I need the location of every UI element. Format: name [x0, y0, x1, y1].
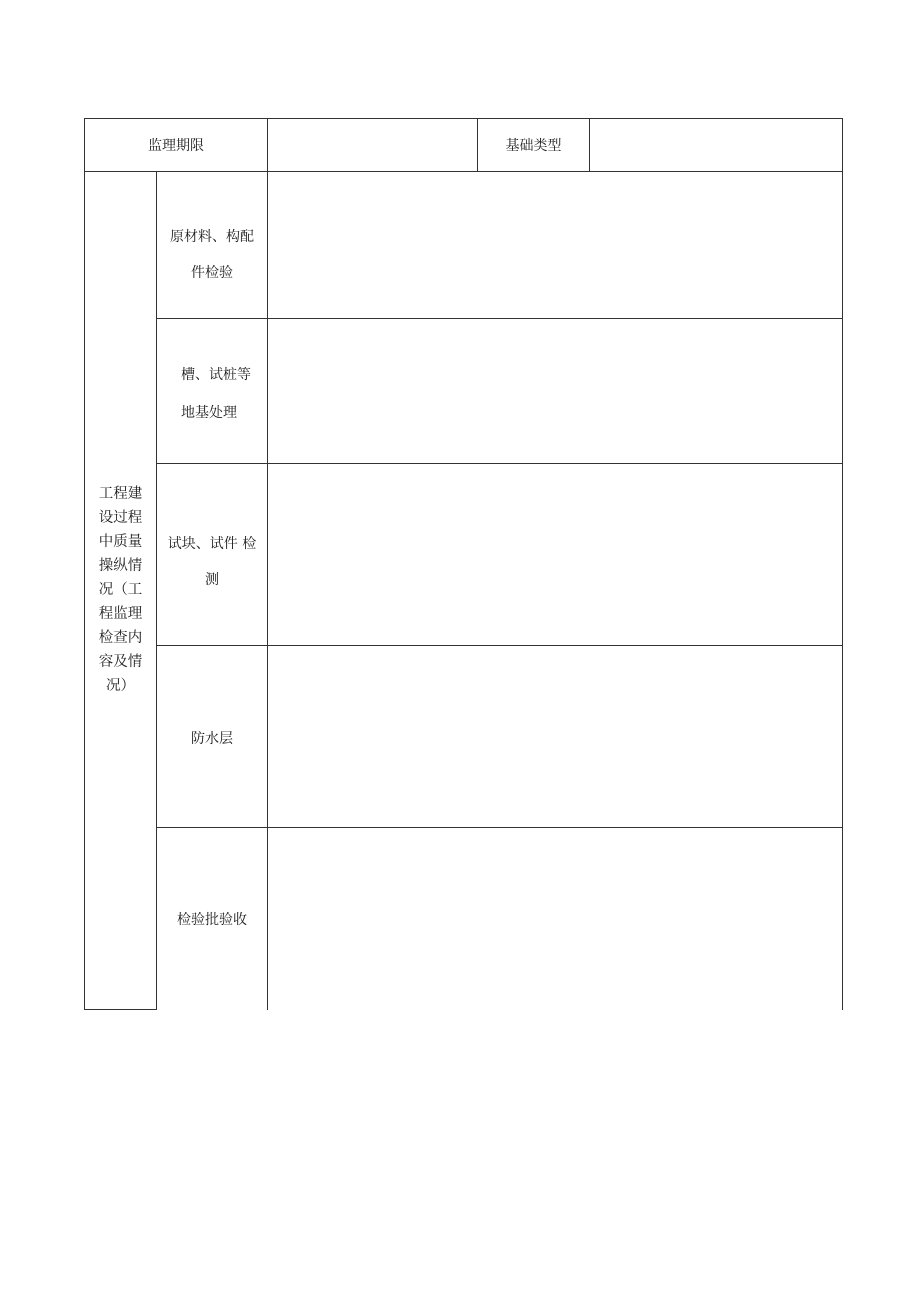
group-label-line: 工程建 — [98, 486, 143, 502]
row-value-waterproof-layer[interactable] — [268, 646, 842, 827]
row-label-line: 防水层 — [191, 730, 233, 747]
row-label-line: 原材料、构配 — [170, 229, 254, 245]
row-label-line: 槽、试桩等 — [181, 367, 251, 383]
row-label-raw-materials — [157, 219, 267, 291]
row-value-foundation-treatment[interactable] — [268, 319, 842, 463]
row-value-specimen-testing[interactable] — [268, 464, 842, 645]
group-label-line: 程监理 — [98, 606, 143, 622]
group-label-line: 容及情 — [98, 654, 143, 670]
table-border-right — [842, 118, 843, 1010]
row-value-batch-acceptance[interactable] — [268, 828, 842, 1009]
row-label-specimen-testing — [157, 526, 267, 598]
group-label-line: 操纵情 — [98, 558, 143, 574]
row-label-line: 件检验 — [191, 265, 233, 281]
group-label-line: 设过程 — [98, 510, 143, 526]
row-label-line: 试块、试件 检 — [167, 536, 257, 552]
row-value-raw-materials[interactable] — [268, 172, 842, 318]
group-label-line: 中质量 — [98, 534, 143, 550]
foundation-type-field[interactable] — [590, 119, 842, 171]
foundation-type-label: 基础类型 — [505, 138, 562, 154]
group-label-line: 况（工 — [98, 582, 143, 598]
supervision-period-label: 监理期限 — [148, 138, 204, 154]
table-border-bottom-left — [84, 1009, 157, 1010]
row-label-waterproof-layer — [157, 646, 267, 827]
row-label-line: 地基处理 — [181, 405, 237, 421]
group-label-line: 检查内 — [98, 630, 143, 646]
row-label-line: 检验批验收 — [177, 911, 247, 928]
supervision-period-field[interactable] — [268, 119, 477, 171]
quality-control-group-label — [85, 482, 156, 698]
row-label-line: 测 — [205, 572, 219, 588]
row-label-batch-acceptance — [157, 828, 267, 1009]
group-label-line: 况） — [106, 678, 135, 694]
row-label-foundation-treatment — [157, 356, 267, 432]
